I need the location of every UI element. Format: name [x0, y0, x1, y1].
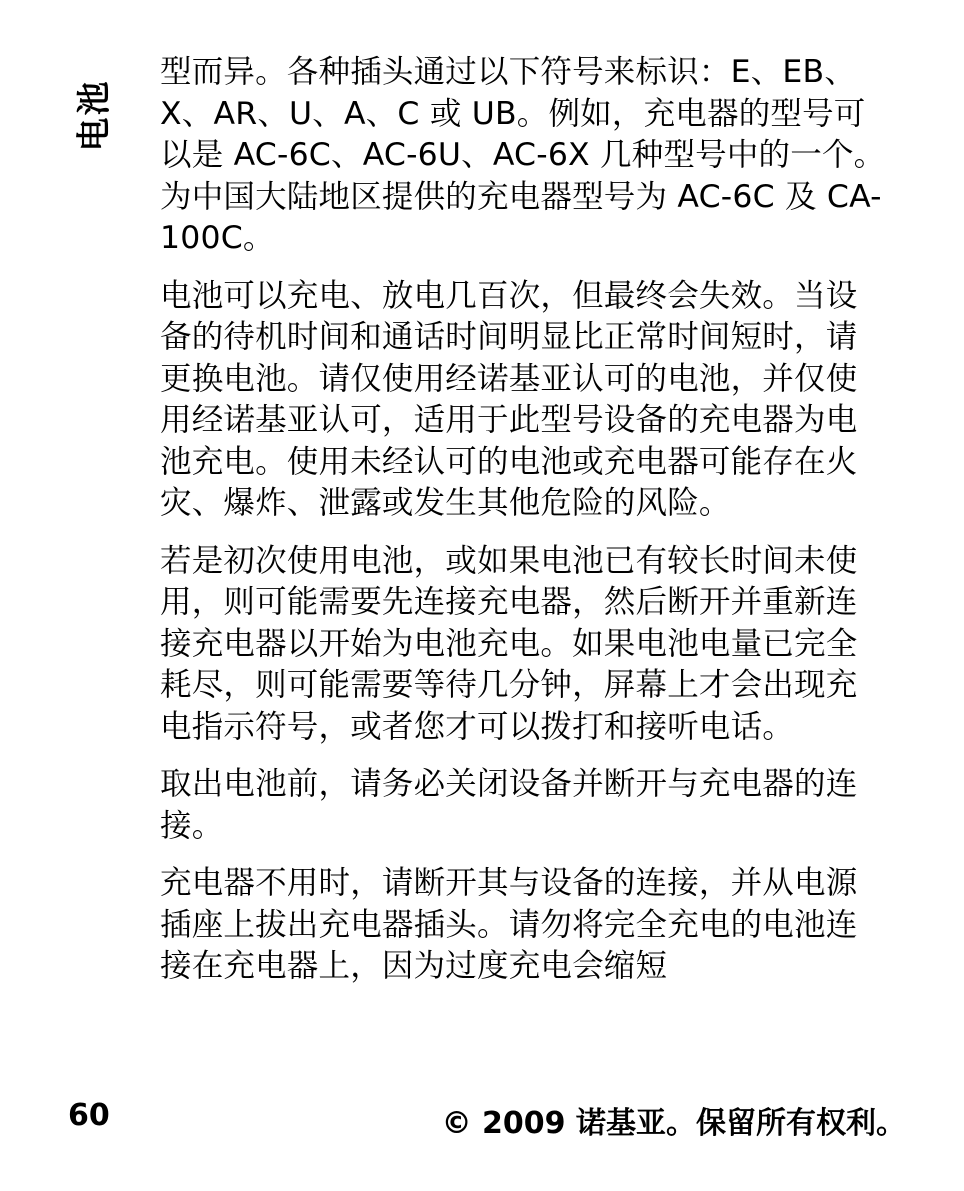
section-tab [66, 60, 116, 170]
document-body [160, 52, 888, 1004]
paragraph-5: 充电器不用时，请断开其与设备的连接，并从电源插座上拔出充电器插头。请勿将完全充电的电池连接在充电器上，因为过度充电会缩短 [160, 865, 858, 984]
paragraph-2: 电池可以充电、放电几百次，但最终会失效。当设备的待机时间和通话时间明显比正常时间短时，请更换电池。请仅使用经诺基亚认可的电池，并仅使用经诺基亚认可，适用于此型号设备的充电器为电池充电。使用未经认可的电池或充电器可能存在火灾、爆炸、泄露或发生其他危险的风险。 [160, 277, 858, 521]
section-tab-label: 电池 [74, 79, 115, 151]
paragraph-3: 若是初次使用电池，或如果电池已有较长时间未使用，则可能需要先连接充电器，然后断开并重新连接充电器以开始为电池充电。如果电池电量已完全耗尽，则可能需要等待几分钟，屏幕上才会出现充电指示符号，或者您才可以拨打和接听电话。 [160, 542, 858, 745]
paragraph-4: 取出电池前，请务必关闭设备并断开与充电器的连接。 [160, 766, 858, 844]
page-number: 60 [68, 1098, 110, 1133]
copyright-notice: © 2009 诺基亚。保留所有权利。 [441, 1106, 906, 1141]
paragraph-1: 型而异。各种插头通过以下符号来标识：E、EB、X、AR、U、A、C 或 UB。例如，充电器的型号可以是 AC-6C、AC-6U、AC-6X 几种型号中的一个。为中国大陆地区提供的充电器型号为 AC-6C 及 CA-100C。 [160, 54, 886, 256]
